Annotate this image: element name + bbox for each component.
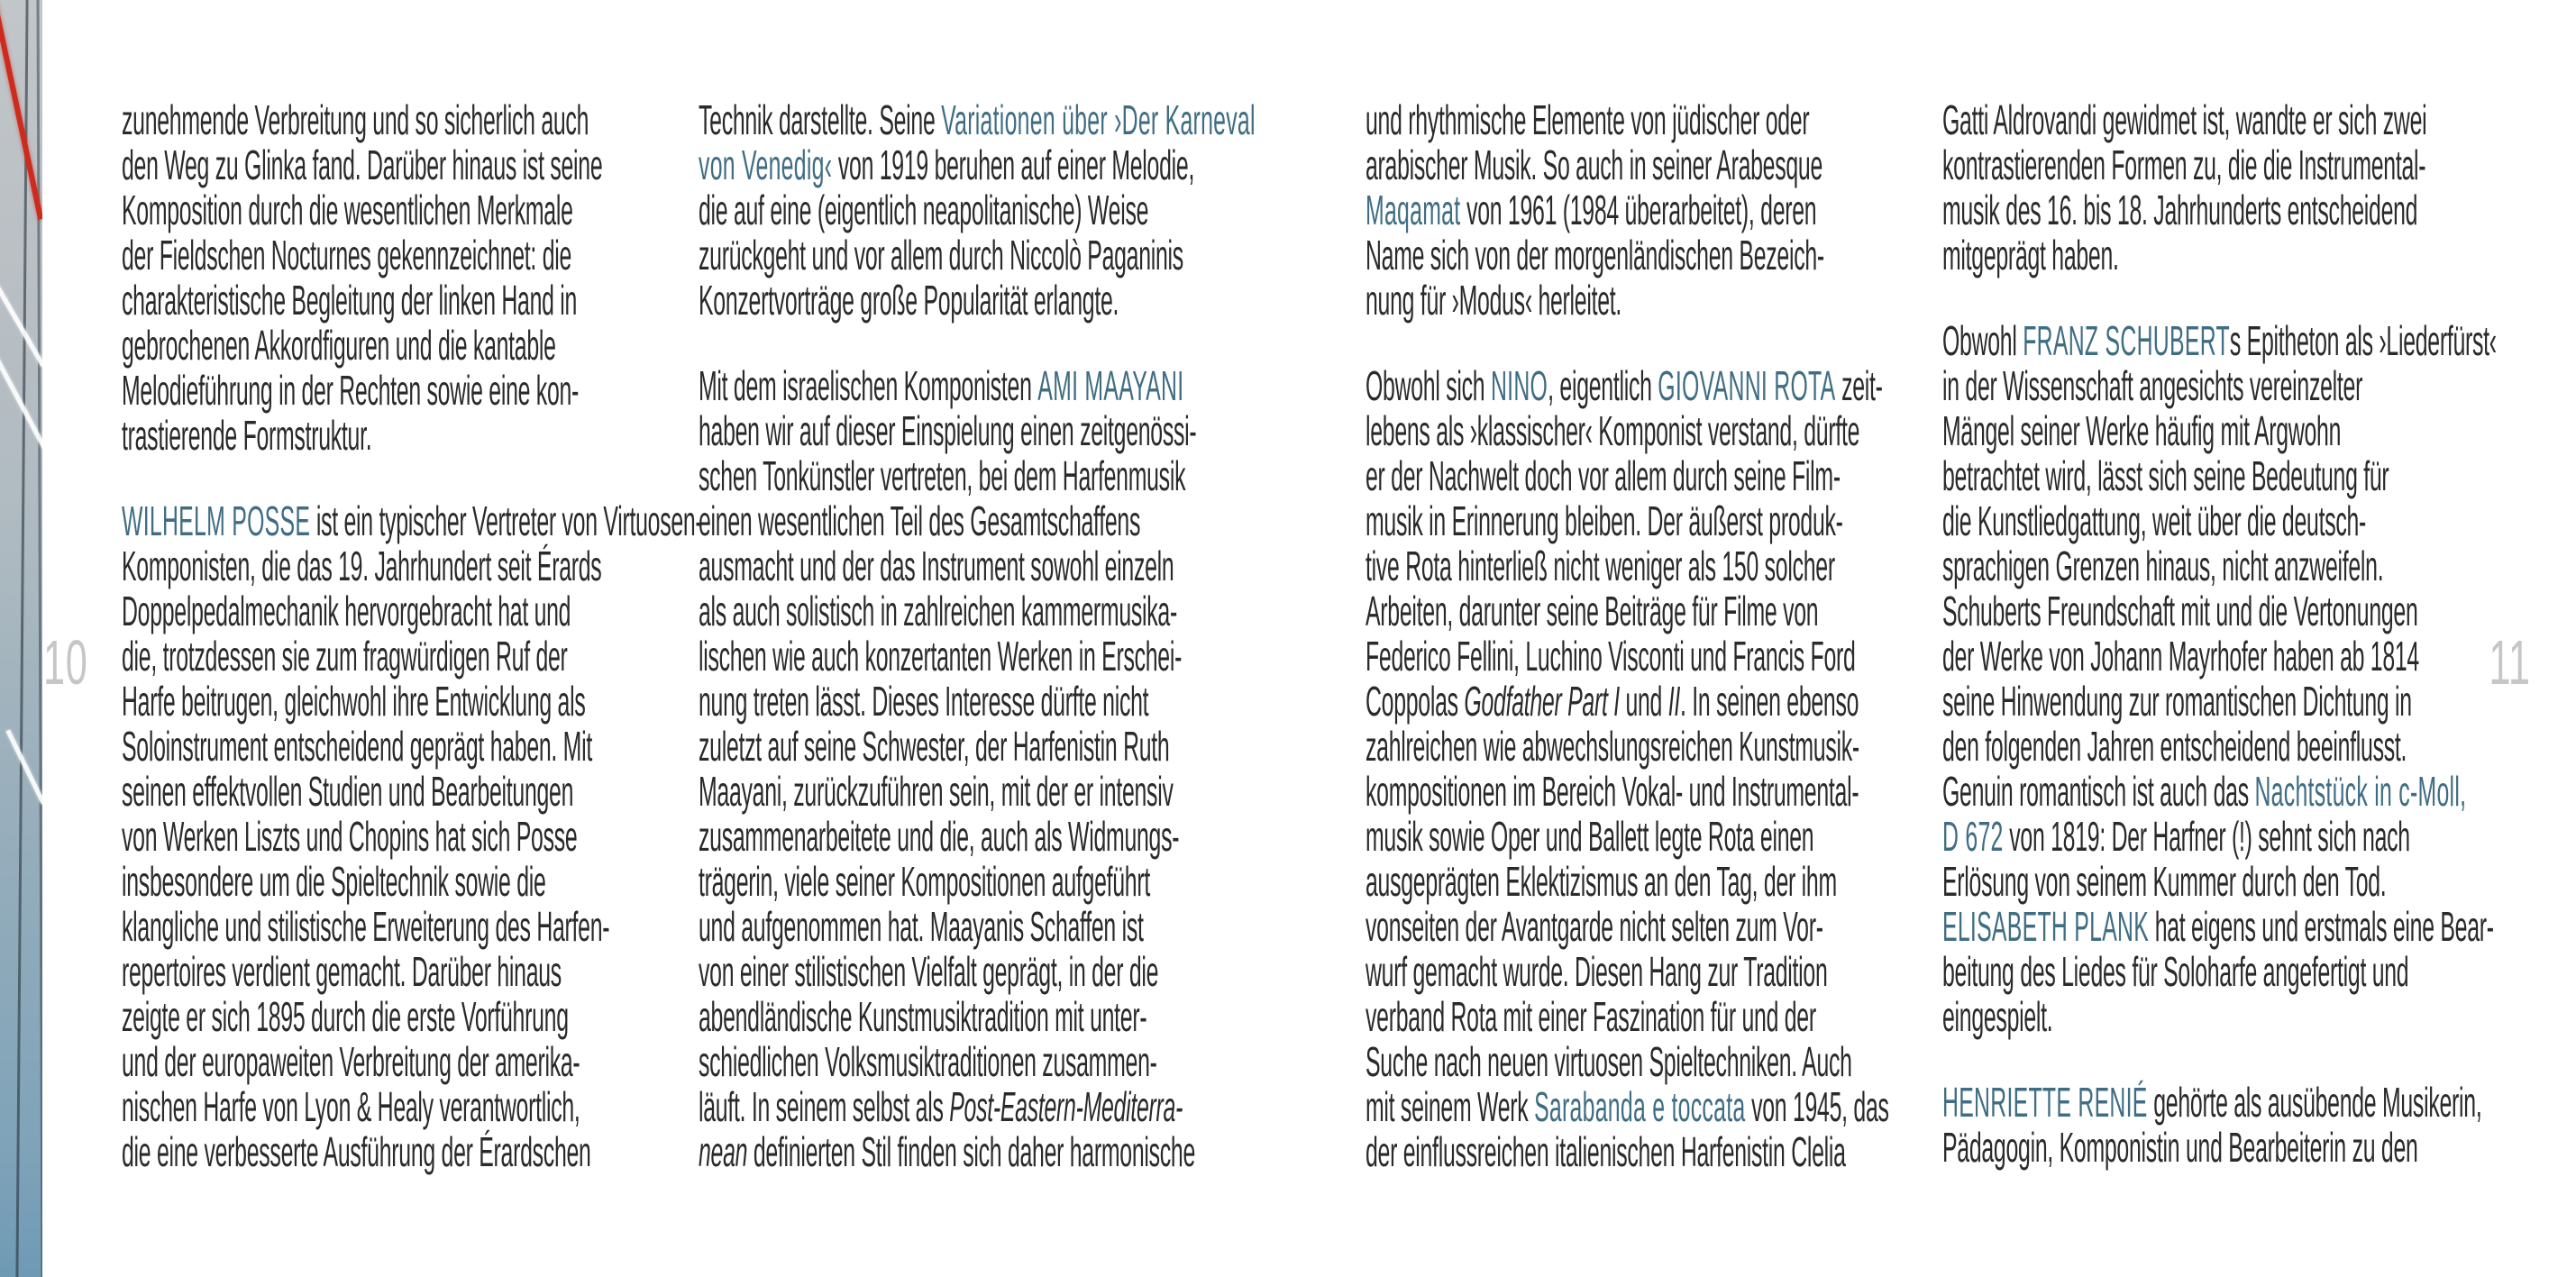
text-line bbox=[699, 948, 1159, 995]
text-line bbox=[1366, 993, 1816, 1040]
text-segment: mitgeprägt haben. bbox=[1942, 232, 2119, 278]
composer-name: GIOVANNI ROTA bbox=[1658, 362, 1836, 409]
text-segment: als auch solistisch in zahlreichen kammermusika- bbox=[699, 588, 1177, 634]
text-line bbox=[1942, 96, 2427, 143]
text-line bbox=[122, 678, 586, 725]
text-line bbox=[1942, 141, 2426, 188]
text-line bbox=[1942, 452, 2389, 499]
text-segment: wurf gemacht wurde. Diesen Hang zur Tradition bbox=[1366, 948, 1828, 995]
text-line bbox=[1366, 768, 1859, 815]
text-segment: Technik darstellte. Seine bbox=[699, 96, 942, 143]
text-segment: zeit- bbox=[1835, 362, 1883, 409]
text-line bbox=[1366, 588, 1819, 634]
text-line bbox=[699, 407, 1197, 454]
text-line bbox=[699, 1038, 1157, 1085]
text-line bbox=[1366, 187, 1817, 233]
text-segment: Soloinstrument entscheidend geprägt haben. Mit bbox=[122, 723, 592, 770]
text-segment: musik sowie Oper und Ballett legte Rota einen bbox=[1366, 813, 1814, 860]
text-line bbox=[1366, 96, 1810, 143]
text-line bbox=[122, 497, 703, 544]
paragraph bbox=[1366, 97, 1942, 323]
text-segment: schen Tonkünstler vertreten, bei dem Harfenmusik bbox=[699, 452, 1186, 499]
text-line bbox=[1942, 948, 2409, 995]
text-segment: zusammenarbeitete und die, auch als Widmungs- bbox=[699, 813, 1180, 860]
work-title: Variationen über ›Der Karneval bbox=[941, 96, 1256, 143]
text-segment: definierten Stil finden sich daher harmonische bbox=[747, 1128, 1196, 1175]
text-column-2 bbox=[699, 97, 1275, 1174]
text-segment: den folgenden Jahren entscheidend beeinflusst. bbox=[1942, 723, 2407, 770]
text-segment: tive Rota hinterließ nicht weniger als 150 solcher bbox=[1366, 543, 1835, 589]
text-line bbox=[699, 993, 1147, 1040]
text-segment: von einer stilistischen Vielfalt geprägt, in der die bbox=[699, 948, 1159, 995]
text-segment: der Werke von Johann Mayrhofer haben ab 1814 bbox=[1942, 633, 2419, 680]
paragraph bbox=[122, 497, 703, 1175]
text-line bbox=[122, 858, 546, 905]
text-line bbox=[1942, 858, 2387, 905]
text-line bbox=[1366, 232, 1824, 278]
text-segment: Pädagogin, Komponistin und Bearbeiterin zu den bbox=[1942, 1124, 2418, 1171]
text-line bbox=[1366, 903, 1823, 950]
italic-text: II bbox=[1667, 678, 1681, 725]
text-line bbox=[699, 452, 1186, 499]
text-segment: abendländische Kunstmusiktradition mit unter- bbox=[699, 993, 1147, 1040]
text-segment: beitung des Liedes für Soloharfe angefertigt und bbox=[1942, 948, 2409, 995]
text-line bbox=[699, 1083, 1183, 1130]
text-segment: zurückgeht und vor allem durch Niccolò Paganinis bbox=[699, 232, 1183, 278]
text-line bbox=[1366, 678, 1859, 725]
text-line bbox=[1942, 1079, 2482, 1126]
text-line bbox=[1942, 1124, 2418, 1171]
text-line bbox=[122, 588, 571, 634]
text-line bbox=[699, 1128, 1196, 1175]
text-segment: haben wir auf dieser Einspielung einen zeitgenössi- bbox=[699, 407, 1197, 454]
text-segment: Mängel seiner Werke häufig mit Argwohn bbox=[1942, 407, 2342, 454]
text-line bbox=[122, 768, 574, 815]
text-segment: gehörte als ausübende Musikerin, bbox=[2147, 1079, 2482, 1126]
text-segment: Melodieführung in der Rechten sowie eine kon- bbox=[122, 367, 580, 414]
text-segment: ausmacht und der das Instrument sowohl einzeln bbox=[699, 543, 1174, 589]
text-line bbox=[1366, 633, 1856, 680]
text-segment: zeigte er sich 1895 durch die erste Vorführung bbox=[122, 993, 569, 1040]
text-line bbox=[122, 322, 556, 369]
text-line bbox=[699, 543, 1174, 589]
text-segment: und rhythmische Elemente von jüdischer oder bbox=[1366, 96, 1810, 143]
text-segment: Erlösung von seinem Kummer durch den Tod. bbox=[1942, 858, 2387, 905]
text-segment: die, trotzdessen sie zum fragwürdigen Ruf der bbox=[122, 633, 568, 680]
text-line bbox=[699, 633, 1183, 680]
text-line bbox=[1366, 407, 1860, 454]
text-segment: musik des 16. bis 18. Jahrhunderts entscheidend bbox=[1942, 187, 2418, 233]
text-segment: Genuin romantisch ist auch das bbox=[1942, 768, 2255, 815]
text-segment: charakteristische Begleitung der linken Hand in bbox=[122, 277, 578, 324]
text-line bbox=[1366, 1083, 1889, 1130]
text-segment: läuft. In seinem selbst als bbox=[699, 1083, 950, 1130]
page-number-left: 10 bbox=[43, 627, 88, 698]
composer-name: FRANZ SCHUBERT bbox=[2023, 317, 2230, 364]
text-line bbox=[1366, 543, 1835, 589]
text-segment: von Werken Liszts und Chopins hat sich Posse bbox=[122, 813, 578, 860]
text-segment: hat eigens und erstmals eine Bear- bbox=[2149, 903, 2494, 950]
text-segment: und aufgenommen hat. Maayanis Schaffen ist bbox=[699, 903, 1144, 950]
italic-text: Post-Eastern-Mediterra- bbox=[949, 1083, 1183, 1130]
text-segment: trägerin, viele seiner Kompositionen aufgeführt bbox=[699, 858, 1150, 905]
text-segment: die auf eine (eigentlich neapolitanische) Weise bbox=[699, 187, 1149, 233]
text-segment: kompositionen im Bereich Vokal- und Instrumental- bbox=[1366, 768, 1859, 815]
text-segment: die eine verbesserte Ausführung der Érardschen bbox=[122, 1128, 591, 1175]
harp-string-highlight-icon bbox=[0, 273, 42, 368]
harp-photo-edge bbox=[0, 0, 42, 1277]
text-line bbox=[122, 1083, 580, 1130]
text-segment: und der europaweiten Verbreitung der amerika- bbox=[122, 1038, 580, 1085]
text-line bbox=[1366, 858, 1837, 905]
text-line bbox=[699, 277, 1119, 324]
text-segment: er der Nachwelt doch vor allem durch seine Film- bbox=[1366, 452, 1841, 499]
text-segment: , eigentlich bbox=[1548, 362, 1658, 409]
text-line bbox=[699, 858, 1150, 905]
text-segment: mit seinem Werk bbox=[1366, 1083, 1535, 1130]
text-segment: insbesondere um die Spieltechnik sowie die bbox=[122, 858, 546, 905]
text-line bbox=[122, 1038, 580, 1085]
harp-string-highlight-icon bbox=[0, 350, 42, 449]
text-line bbox=[122, 903, 610, 950]
paragraph bbox=[1942, 97, 2519, 278]
paragraph bbox=[1942, 1080, 2519, 1170]
text-segment: Gatti Aldrovandi gewidmet ist, wandte er sich zwei bbox=[1942, 96, 2427, 143]
text-line bbox=[1942, 903, 2494, 950]
text-line bbox=[122, 633, 568, 680]
text-segment: Maayani, zurückzuführen sein, mit der er intensiv bbox=[699, 768, 1174, 815]
work-title: von Venedig‹ bbox=[699, 141, 833, 188]
text-segment: seine Hinwendung zur romantischen Dichtung in bbox=[1942, 678, 2412, 725]
text-segment: zunehmende Verbreitung und so sicherlich auch bbox=[122, 96, 589, 143]
text-segment: s Epitheton als ›Liederfürst‹ bbox=[2229, 317, 2497, 364]
text-line bbox=[1366, 723, 1859, 770]
text-segment: Obwohl sich bbox=[1366, 362, 1491, 409]
text-segment: in der Wissenschaft angesichts vereinzelter bbox=[1942, 362, 2363, 409]
work-title: Sarabanda e toccata bbox=[1534, 1083, 1746, 1130]
text-segment: ist ein typischer Vertreter von Virtuosen- bbox=[310, 497, 703, 544]
paragraph bbox=[1942, 318, 2519, 1039]
work-title: Maqamat bbox=[1366, 187, 1461, 233]
text-segment: der einflussreichen italienischen Harfenistin Clelia bbox=[1366, 1128, 1846, 1175]
text-segment: Coppolas bbox=[1366, 678, 1465, 725]
text-segment: betrachtet wird, lässt sich seine Bedeutung für bbox=[1942, 452, 2389, 499]
harp-string-dark-icon bbox=[15, 0, 28, 1277]
paragraph bbox=[699, 97, 1275, 323]
text-segment: Doppelpedalmechanik hervorgebracht hat und bbox=[122, 588, 571, 634]
text-line bbox=[122, 367, 580, 414]
text-line bbox=[1942, 678, 2412, 725]
paragraph bbox=[1366, 363, 1942, 1174]
text-line bbox=[1366, 813, 1814, 860]
page-number-right: 11 bbox=[2489, 627, 2531, 698]
text-segment: lischen wie auch konzertanten Werken in Erschei- bbox=[699, 633, 1183, 680]
text-line bbox=[1366, 948, 1828, 995]
text-segment: seinen effektvollen Studien und Bearbeitungen bbox=[122, 768, 574, 815]
text-segment: Harfe beitrugen, gleichwohl ihre Entwicklung als bbox=[122, 678, 586, 725]
text-segment: nischen Harfe von Lyon & Healy verantwortlich, bbox=[122, 1083, 580, 1130]
text-segment: nung für ›Modus‹ herleitet. bbox=[1366, 277, 1622, 324]
text-line bbox=[699, 903, 1144, 950]
composer-name: ELISABETH PLANK bbox=[1942, 903, 2150, 950]
text-segment: von 1961 (1984 überarbeitet), deren bbox=[1460, 187, 1817, 233]
text-segment: Komposition durch die wesentlichen Merkmale bbox=[122, 187, 573, 233]
paragraph bbox=[699, 363, 1275, 1174]
text-line bbox=[122, 413, 434, 458]
text-line bbox=[122, 277, 578, 324]
text-segment: zuletzt auf seine Schwester, der Harfenistin Ruth bbox=[699, 723, 1170, 770]
text-segment: gebrochenen Akkordfiguren und die kantable bbox=[122, 322, 556, 369]
text-line bbox=[122, 993, 569, 1040]
composer-name: WILHELM POSSE bbox=[122, 497, 311, 544]
text-segment: lebens als ›klassischer‹ Komponist verstand, dürfte bbox=[1366, 407, 1860, 454]
text-segment: einen wesentlichen Teil des Gesamtschaffens bbox=[699, 497, 1141, 544]
text-segment: . In seinen ebenso bbox=[1680, 678, 1859, 725]
text-line bbox=[122, 232, 572, 278]
italic-text: Godfather Part I bbox=[1464, 678, 1620, 725]
text-segment: von 1819: Der Harfner (!) sehnt sich nach bbox=[2003, 813, 2410, 860]
text-line bbox=[1942, 362, 2363, 409]
composer-name: NINO bbox=[1490, 362, 1548, 409]
text-segment: den Weg zu Glinka fand. Darüber hinaus ist seine bbox=[122, 141, 603, 188]
text-segment: zahlreichen wie abwechslungsreichen Kunstmusik- bbox=[1366, 723, 1859, 770]
text-segment: der Fieldschen Nocturnes gekennzeichnet: die bbox=[122, 232, 572, 278]
text-line bbox=[1366, 141, 1823, 188]
text-segment: verband Rota mit einer Faszination für und der bbox=[1366, 993, 1816, 1040]
text-line bbox=[1366, 1038, 1852, 1085]
text-segment: Komponisten, die das 19. Jahrhundert seit Érards bbox=[122, 543, 602, 589]
text-segment: Mit dem israelischen Komponisten bbox=[699, 362, 1038, 409]
text-segment: Name sich von der morgenländischen Bezeich- bbox=[1366, 232, 1824, 278]
text-segment: klangliche und stilistische Erweiterung des Harfen- bbox=[122, 903, 610, 950]
text-line bbox=[1942, 813, 2410, 860]
text-line bbox=[122, 723, 592, 770]
work-title: D 672 bbox=[1942, 813, 2004, 860]
text-line bbox=[122, 813, 578, 860]
text-segment: Arbeiten, darunter seine Beiträge für Filme von bbox=[1366, 588, 1819, 634]
text-segment: ausgeprägten Eklektizismus an den Tag, der ihm bbox=[1366, 858, 1837, 905]
text-line bbox=[122, 1128, 591, 1175]
text-segment: Federico Fellini, Luchino Visconti und Francis Ford bbox=[1366, 633, 1856, 680]
text-segment: nung treten lässt. Dieses Interesse dürfte nicht bbox=[699, 678, 1149, 725]
text-segment: schiedlichen Volksmusiktraditionen zusammen- bbox=[699, 1038, 1157, 1085]
text-segment: Suche nach neuen virtuosen Spieltechniken. Auch bbox=[1366, 1038, 1852, 1085]
text-column-4 bbox=[1942, 97, 2519, 1170]
text-line bbox=[1366, 278, 1677, 323]
composer-name: AMI MAAYANI bbox=[1037, 362, 1184, 409]
text-line bbox=[1366, 497, 1843, 544]
text-line bbox=[122, 948, 562, 995]
text-column-1 bbox=[122, 96, 703, 1175]
text-line bbox=[699, 362, 1184, 409]
paragraph bbox=[122, 97, 699, 458]
text-segment: und bbox=[1619, 678, 1668, 725]
text-line bbox=[1366, 452, 1841, 499]
text-segment: von 1919 beruhen auf einer Melodie, bbox=[832, 141, 1195, 188]
text-segment: repertoires verdient gemacht. Darüber hinaus bbox=[122, 948, 562, 995]
text-line bbox=[699, 768, 1174, 815]
text-line bbox=[1366, 362, 1883, 409]
text-column-3 bbox=[1366, 97, 1942, 1174]
text-line bbox=[699, 497, 1141, 544]
text-segment: musik in Erinnerung bleiben. Der äußerst produk- bbox=[1366, 497, 1843, 544]
text-line bbox=[699, 141, 1195, 188]
text-line bbox=[1942, 407, 2342, 454]
text-segment: vonseiten der Avantgarde nicht selten zum Vor- bbox=[1366, 903, 1823, 950]
text-segment: Schuberts Freundschaft mit und die Vertonungen bbox=[1942, 588, 2418, 634]
text-line bbox=[699, 678, 1149, 725]
text-line bbox=[699, 96, 1256, 143]
text-line bbox=[1942, 588, 2418, 634]
text-segment: arabischer Musik. So auch in seiner Arabesque bbox=[1366, 141, 1823, 188]
italic-text: nean bbox=[699, 1128, 748, 1175]
text-line bbox=[1942, 497, 2367, 544]
text-segment: von 1945, das bbox=[1745, 1083, 1889, 1130]
text-line bbox=[122, 543, 602, 589]
text-line bbox=[1942, 994, 2254, 1039]
text-segment: kontrastierenden Formen zu, die die Instrumental- bbox=[1942, 141, 2426, 188]
text-line bbox=[699, 232, 1183, 278]
text-segment: die Kunstliedgattung, weit über die deutsch- bbox=[1942, 497, 2367, 544]
text-segment: eingespielt. bbox=[1942, 993, 2053, 1040]
text-line bbox=[122, 141, 603, 188]
text-line bbox=[1366, 1128, 1846, 1175]
work-title: Nachtstück in c-Moll, bbox=[2254, 768, 2467, 815]
text-line bbox=[699, 723, 1170, 770]
harp-string-highlight-icon bbox=[6, 729, 42, 804]
composer-name: HENRIETTE RENIÉ bbox=[1942, 1079, 2148, 1126]
text-line bbox=[699, 187, 1149, 233]
text-line bbox=[1942, 543, 2384, 589]
text-line bbox=[1942, 723, 2407, 770]
text-line bbox=[1942, 633, 2419, 680]
text-line bbox=[122, 96, 589, 143]
text-line bbox=[1942, 768, 2467, 815]
text-segment: sprachigen Grenzen hinaus, nicht anzweifeln. bbox=[1942, 543, 2384, 589]
text-line bbox=[699, 813, 1180, 860]
text-segment: Obwohl bbox=[1942, 317, 2023, 364]
text-line bbox=[699, 588, 1177, 634]
text-segment: trastierende Formstruktur. bbox=[122, 412, 372, 459]
text-line bbox=[1942, 233, 2254, 278]
text-line bbox=[1942, 187, 2418, 233]
text-line bbox=[1942, 317, 2497, 364]
text-line bbox=[122, 187, 573, 233]
text-segment: Konzertvorträge große Popularität erlangte. bbox=[699, 277, 1119, 324]
